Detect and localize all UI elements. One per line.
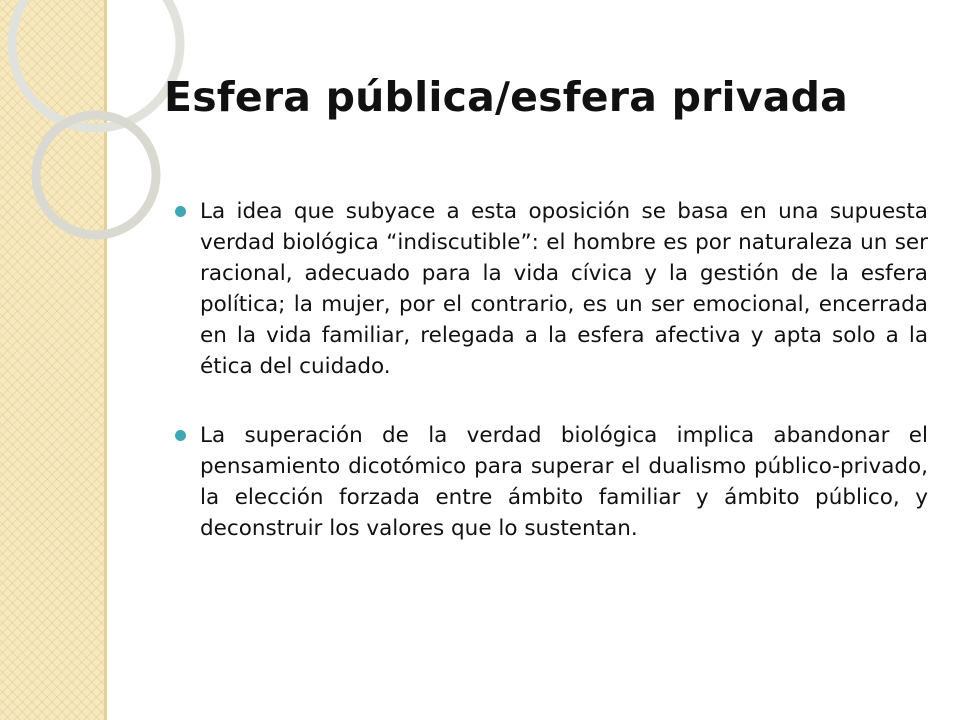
bullet-dot-icon xyxy=(175,430,186,441)
bullet-item xyxy=(166,196,928,382)
bullet-dot-icon xyxy=(175,206,186,217)
decorative-ring-large xyxy=(12,0,180,128)
slide-title: Esfera pública/esfera privada xyxy=(164,73,849,121)
bullet-text: La superación de la verdad biológica implica abandonar el pensamiento dicotómico para superar el dualismo público-privado, la elección forzada entre ámbito familiar y ámbito público, y deconstruir los valores que lo sustentan. xyxy=(200,423,928,541)
decorative-ring-small xyxy=(36,115,156,235)
bullet-item xyxy=(166,420,928,544)
bullet-text: La idea que subyace a esta oposición se basa en una supuesta verdad biológica “indiscutible”: el hombre es por naturaleza un ser racional, adecuado para la vida cívica y la gestión de la esfera política; la mujer, por el contrario, es un ser emocional, encerrada en la vida familiar, relegada a la esfera afectiva y apta solo a la ética del cuidado. xyxy=(200,199,928,379)
bullet-list xyxy=(166,196,928,544)
